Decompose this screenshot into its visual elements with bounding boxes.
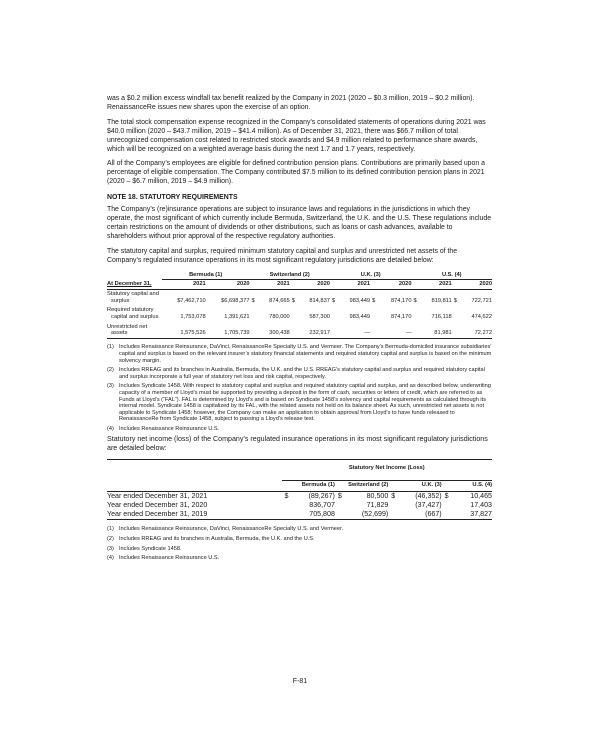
- table-cell: 37,827: [450, 510, 492, 520]
- group-header: U.K. (3): [330, 272, 412, 280]
- table-cell: 819,811: [431, 297, 452, 304]
- currency-symbol: $: [372, 297, 376, 304]
- column-header: Switzerland (2): [335, 481, 388, 492]
- currency-symbol: $: [331, 297, 336, 304]
- table-cell: 874,170: [390, 297, 412, 304]
- table-cell: 80,500: [366, 492, 389, 501]
- table-cell: 1,391,621: [224, 314, 250, 321]
- currency-symbol: $: [284, 492, 289, 501]
- footnote: (4) Includes Renaissance Reinsurance U.S.: [107, 425, 220, 432]
- table-cell: 814,837: [309, 297, 330, 304]
- currency-symbol: $: [444, 492, 449, 501]
- row-label-cont: capital and surplus: [111, 314, 159, 321]
- statutory-capital-table: [107, 272, 492, 340]
- table-cell: (667): [396, 510, 441, 520]
- footnote: (4) Includes Renaissance Reinsurance U.S.: [107, 555, 220, 562]
- row-label: Required statutory: [107, 307, 154, 314]
- group-header: Switzerland (2): [250, 272, 330, 280]
- table-title-row: [107, 460, 492, 481]
- footnote: (2) Includes RREAG and its branches in Australia, Bermuda, the U.K. and the U.S. RREAG’s statutory capital and surplus and required statutory capital and surplus incorporate a full year of statutory net loss and risk capital, respectively.: [107, 367, 485, 380]
- table-row: [107, 306, 492, 322]
- table-row: [107, 322, 492, 339]
- table-cell: —: [379, 322, 412, 339]
- currency-symbol: $: [251, 297, 255, 304]
- table-cell: 1,753,078: [180, 314, 206, 321]
- table-cell: 17,403: [470, 501, 492, 510]
- group-header: U.S. (4): [412, 272, 493, 280]
- currency-symbol: $: [453, 297, 457, 304]
- section-heading: NOTE 18. STATUTORY REQUIREMENTS: [107, 194, 238, 202]
- currency-symbol: $: [291, 297, 295, 304]
- statutory-net-income-table: [107, 459, 492, 520]
- footnote: (1) Includes Renaissance Reinsurance, DaVinci, RenaissanceRe Specialty U.S. and Vermeer. The Company’s Bermuda-domiciled insurance subsidiaries’ capital and surplus is based on the relevant insurer’s statutory financial statements and required statutory capital and surplus is based on the minimum solvency margin.: [107, 344, 492, 364]
- row-label: Statutory capital and: [107, 291, 159, 298]
- table-cell: 983,449: [349, 314, 371, 321]
- column-header: U.S. (4): [442, 481, 492, 492]
- footnote: (3) Includes Syndicate 1458. With respect to statutory capital and surplus and required statutory capital and surplus, and as described below, underwriting capacity of a member of Lloyd’s must be supported by providing a deposit in the form of cash, securities or letters of credit, which are referred to as Funds at Lloyd’s (“FAL”). FAL is determined by Lloyd’s and is based on Syndicate 1458’s solvency and capital requirements as calculated through its internal model. Syndicate 1458 is capitalized by its FAL, with the related assets not held on its balance sheet. As such, unrestricted net assets is not applicable to Syndicate 1458; however, the Company can make an application to obtain approval from Lloyd’s to have funds released to RenaissanceRe from Syndicate 1458, subject to passing a Lloyd’s release test.: [107, 383, 491, 423]
- table-cell: 1,705,739: [206, 322, 250, 339]
- group-header: Bermuda (1): [162, 272, 250, 280]
- table-cell: $6,698,377: [221, 297, 250, 304]
- table-cell: 722,721: [471, 297, 492, 304]
- table-cell: 72,272: [460, 322, 492, 339]
- footnote: (2) Includes RREAG and its branches in Australia, Bermuda, the U.K. and the U.S.: [107, 536, 315, 543]
- paragraph-net-income-intro: Statutory net income (loss) of the Company’s regulated insurance operations in its most significant regulatory jurisdictions are detailed below:: [107, 435, 488, 453]
- table-year-header: [107, 280, 492, 290]
- table-group-header: [107, 272, 492, 280]
- document-page: [107, 95, 492, 565]
- table-cell: (37,427): [415, 501, 442, 510]
- table-cell: 71,829: [366, 501, 389, 510]
- year-header: 2020: [206, 280, 250, 290]
- table-cell: 874,665: [269, 297, 290, 304]
- currency-symbol: $: [337, 492, 342, 501]
- paragraph-capital-intro: The statutory capital and surplus, required minimum statutory capital and surplus and unrestricted net assets of the Company’s regulated insurance operations in its most significant regulatory jurisdictions are detailed below:: [107, 247, 458, 264]
- table-title: Statutory Net Income (Loss): [282, 460, 492, 481]
- table-cell: 232,917: [298, 322, 330, 339]
- table-cell: 716,118: [431, 314, 452, 321]
- table-cell: 1,575,526: [162, 322, 206, 339]
- footnote: (1) Includes Renaissance Reinsurance, DaVinci, RenaissanceRe Specialty U.S. and Vermeer.: [107, 526, 344, 533]
- table-cell: 780,000: [269, 314, 290, 321]
- paragraph-regulations: The Company’s (re)insurance operations are subject to insurance laws and regulations in the jurisdictions in which they operate, the most significant of which currently include Bermuda, Switzerland, the U.K. and the U.S. These regulations include certain restrictions on the amount of dividends or other distributions, such as loans or cash advances, available to shareholders without prior approval of the respective regulatory authorities.: [107, 206, 492, 240]
- table-cell: (52,699): [343, 510, 388, 520]
- table-cell: 587,300: [309, 314, 330, 321]
- paragraph-windfall-tax: was a $0.2 million excess windfall tax benefit realized by the Company in 2021 (2020 – $0.3 million, 2019 – $0.2 million). RenaissanceRe issues new shares upon the exercise of an option.: [107, 95, 475, 111]
- table-cell: 81,981: [420, 322, 452, 339]
- paragraph-pension-plans: All of the Company’s employees are eligible for defined contribution pension plans. Contributions are primarily based upon a percentage of eligible compensation. The Company contributed $7.5 million to its defined contribution pension plans in 2021 (2020 – $6.7 million, 2019 – $4.9 million).: [107, 160, 485, 186]
- currency-symbol: $: [413, 297, 417, 304]
- page-number: F-81: [292, 678, 308, 685]
- year-header: 2021: [258, 280, 290, 290]
- table-row: [107, 289, 492, 306]
- table-cell: 705,808: [290, 510, 335, 520]
- year-header: 2021: [420, 280, 452, 290]
- footnotes-net-income: [107, 526, 492, 561]
- currency-symbol: $: [391, 492, 396, 501]
- year-header: 2021: [162, 280, 206, 290]
- table-cell: 874,170: [390, 314, 412, 321]
- table-cell: 983,449: [349, 297, 371, 304]
- footnotes-capital: [107, 344, 492, 432]
- table-row: [107, 492, 492, 502]
- year-header: 2020: [298, 280, 330, 290]
- table-cell: 474,622: [471, 314, 492, 321]
- table-column-header: [107, 481, 492, 492]
- row-label-cont: assets: [111, 330, 128, 337]
- row-label: Year ended December 31, 2021: [107, 492, 208, 501]
- paragraph-stock-compensation: The total stock compensation expense recognized in the Company’s consolidated statements of operations during 2021 was $40.0 million (2020 – $43.7 million, 2019 – $41.4 million). As of December 31, 2021, there was $66.7 million of total unrecognized compensation cost related to restricted stock awards and $4.9 million related to performance share awards, which will be recognized on a weighted average basis during the next 1.7 and 1.7 years, respectively.: [107, 118, 486, 153]
- table-row: [107, 510, 492, 520]
- column-header: Bermuda (1): [282, 481, 335, 492]
- table-cell: 10,465: [470, 492, 492, 501]
- table-cell: $7,462,710: [177, 297, 206, 304]
- row-header: At December 31,: [107, 280, 162, 290]
- row-label: Unrestricted net: [107, 323, 148, 330]
- footnote: (3) Includes Syndicate 1458.: [107, 545, 182, 552]
- table-row: [107, 501, 492, 510]
- year-header: 2021: [338, 280, 370, 290]
- year-header: 2020: [379, 280, 412, 290]
- column-header: U.K. (3): [388, 481, 441, 492]
- table-cell: 300,438: [258, 322, 290, 339]
- year-header: 2020: [460, 280, 492, 290]
- row-label: Year ended December 31, 2020: [107, 501, 208, 510]
- row-label: Year ended December 31, 2019: [107, 510, 282, 520]
- table-cell: —: [338, 322, 370, 339]
- table-cell: (89,267): [308, 492, 335, 501]
- row-label-cont: surplus: [111, 297, 130, 304]
- table-cell: (46,352): [415, 492, 442, 501]
- table-cell: 836,707: [309, 501, 335, 510]
